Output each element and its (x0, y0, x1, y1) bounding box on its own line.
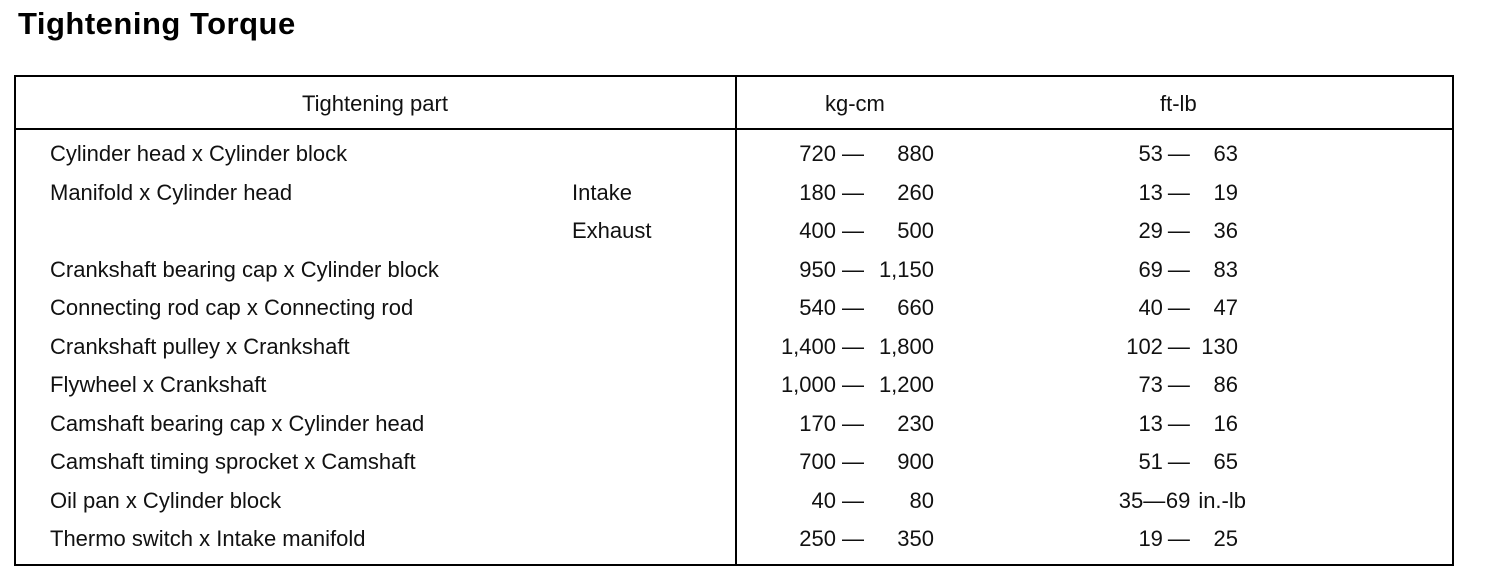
ft-lb-low: 19 (1138, 526, 1163, 551)
ft-lb-high: 36 (1213, 218, 1238, 243)
range-dash: — (842, 372, 864, 397)
ft-lb-low: 35 (1118, 487, 1144, 513)
tightening-part: Camshaft timing sprocket x Camshaft (50, 449, 416, 474)
ft-lb-high: 19 (1213, 179, 1238, 205)
table-row (16, 372, 1452, 408)
kg-cm-low: 170 (799, 410, 836, 436)
table-row (16, 141, 1452, 177)
range-dash: — (842, 410, 864, 436)
ft-lb-range (1116, 141, 1246, 167)
kg-cm-range (756, 295, 934, 321)
ft-lb-high: 130 (1201, 333, 1238, 359)
ft-lb-low: 53 (1138, 141, 1163, 166)
ft-lb-low: 69 (1138, 256, 1163, 282)
ft-lb-range (1116, 218, 1246, 244)
kg-cm-range (756, 449, 934, 475)
header-divider (16, 128, 1452, 130)
kg-cm-high: 1,150 (878, 256, 934, 282)
ft-lb-high: 69 (1165, 487, 1191, 513)
kg-cm-range (756, 411, 934, 437)
range-dash: — (842, 141, 864, 166)
tightening-part: Crankshaft pulley x Crankshaft (50, 333, 350, 359)
kg-cm-high: 1,800 (878, 333, 934, 359)
ft-lb-range (1116, 526, 1246, 552)
torque-table (14, 75, 1454, 566)
kg-cm-range (756, 141, 934, 167)
table-row (16, 488, 1452, 524)
kg-cm-low: 250 (799, 526, 836, 551)
unit-note: in.-lb (1198, 487, 1246, 513)
ft-lb-low: 29 (1138, 218, 1163, 243)
table-row (16, 295, 1452, 331)
kg-cm-high: 80 (909, 487, 934, 513)
kg-cm-low: 180 (799, 179, 836, 205)
range-dash: — (1167, 410, 1190, 436)
range-dash: — (1167, 256, 1190, 282)
kg-cm-high: 660 (897, 295, 934, 320)
kg-cm-low: 1,400 (780, 333, 836, 359)
ft-lb-high: 47 (1213, 295, 1238, 320)
ft-lb-high: 25 (1213, 526, 1238, 551)
range-dash: — (842, 449, 864, 474)
tightening-part: Oil pan x Cylinder block (50, 487, 282, 513)
table-row (16, 334, 1452, 370)
table-row (16, 218, 1452, 254)
kg-cm-low: 1,000 (780, 372, 836, 397)
kg-cm-range (756, 372, 934, 398)
tightening-part: Manifold x Cylinder head (50, 179, 293, 205)
kg-cm-range (756, 257, 934, 283)
tightening-part: Cylinder head x Cylinder block (50, 141, 348, 166)
ft-lb-low: 40 (1138, 295, 1163, 320)
range-dash: — (1167, 295, 1190, 320)
range-dash: — (842, 333, 864, 359)
kg-cm-range (756, 526, 934, 552)
range-dash: — (842, 218, 864, 243)
ft-lb-range (1116, 180, 1246, 206)
ft-lb-range (1116, 372, 1246, 398)
range-dash: — (1167, 449, 1190, 474)
kg-cm-range (756, 488, 934, 514)
ft-lb-range (1116, 411, 1246, 437)
table-row (16, 449, 1452, 485)
kg-cm-low: 720 (799, 141, 836, 166)
kg-cm-low: 400 (799, 218, 836, 243)
kg-cm-low: 40 (811, 487, 836, 513)
kg-cm-low: 950 (799, 256, 836, 282)
kg-cm-low: 700 (799, 449, 836, 474)
range-dash: — (1167, 218, 1190, 243)
kg-cm-high: 1,200 (878, 372, 934, 397)
range-dash: — (842, 179, 864, 205)
ft-lb-low: 73 (1138, 372, 1163, 397)
kg-cm-range (756, 334, 934, 360)
tightening-part: Camshaft bearing cap x Cylinder head (50, 410, 425, 436)
tightening-part: Flywheel x Crankshaft (50, 372, 267, 397)
ft-lb-low: 13 (1138, 179, 1163, 205)
kg-cm-high: 880 (897, 141, 934, 166)
range-dash: — (842, 295, 864, 320)
range-dash: — (1167, 141, 1190, 166)
ft-lb-high: 65 (1213, 449, 1238, 474)
ft-lb-high: 83 (1213, 256, 1238, 282)
ft-lb-range (1116, 295, 1246, 321)
range-dash: — (1143, 487, 1166, 513)
ft-lb-low: 13 (1138, 410, 1163, 436)
ft-lb-high: 63 (1213, 141, 1238, 166)
page-title: Tightening Torque (18, 6, 296, 41)
ft-lb-range (1116, 257, 1246, 283)
range-dash: — (842, 256, 864, 282)
ft-lb-range (1116, 334, 1246, 360)
table-row (16, 526, 1452, 562)
header-ft-lb: ft-lb (1160, 91, 1197, 116)
tightening-part: Thermo switch x Intake manifold (50, 526, 366, 551)
range-dash: — (1167, 333, 1190, 359)
part-subtype: Intake (572, 179, 632, 205)
table-row (16, 180, 1452, 216)
kg-cm-high: 260 (897, 179, 934, 205)
header-kg-cm: kg-cm (825, 91, 885, 116)
kg-cm-low: 540 (799, 295, 836, 320)
ft-lb-low: 102 (1126, 333, 1163, 359)
range-dash: — (1167, 372, 1190, 397)
ft-lb-high: 16 (1213, 410, 1238, 436)
kg-cm-high: 500 (897, 218, 934, 243)
kg-cm-range (756, 218, 934, 244)
range-dash: — (1167, 526, 1190, 551)
kg-cm-high: 900 (897, 449, 934, 474)
table-row (16, 257, 1452, 293)
kg-cm-range (756, 180, 934, 206)
tightening-part: Crankshaft bearing cap x Cylinder block (50, 256, 439, 282)
ft-lb-high: 86 (1213, 372, 1238, 397)
range-dash: — (842, 526, 864, 551)
ft-lb-low: 51 (1138, 449, 1163, 474)
range-dash: — (842, 487, 864, 513)
kg-cm-high: 350 (897, 526, 934, 551)
tightening-part: Connecting rod cap x Connecting rod (50, 295, 414, 320)
ft-lb-range (1116, 488, 1246, 514)
part-subtype: Exhaust (572, 218, 652, 243)
kg-cm-high: 230 (897, 410, 934, 436)
range-dash: — (1167, 179, 1190, 205)
header-tightening-part: Tightening part (302, 91, 448, 116)
table-row (16, 411, 1452, 447)
ft-lb-range (1116, 449, 1246, 475)
